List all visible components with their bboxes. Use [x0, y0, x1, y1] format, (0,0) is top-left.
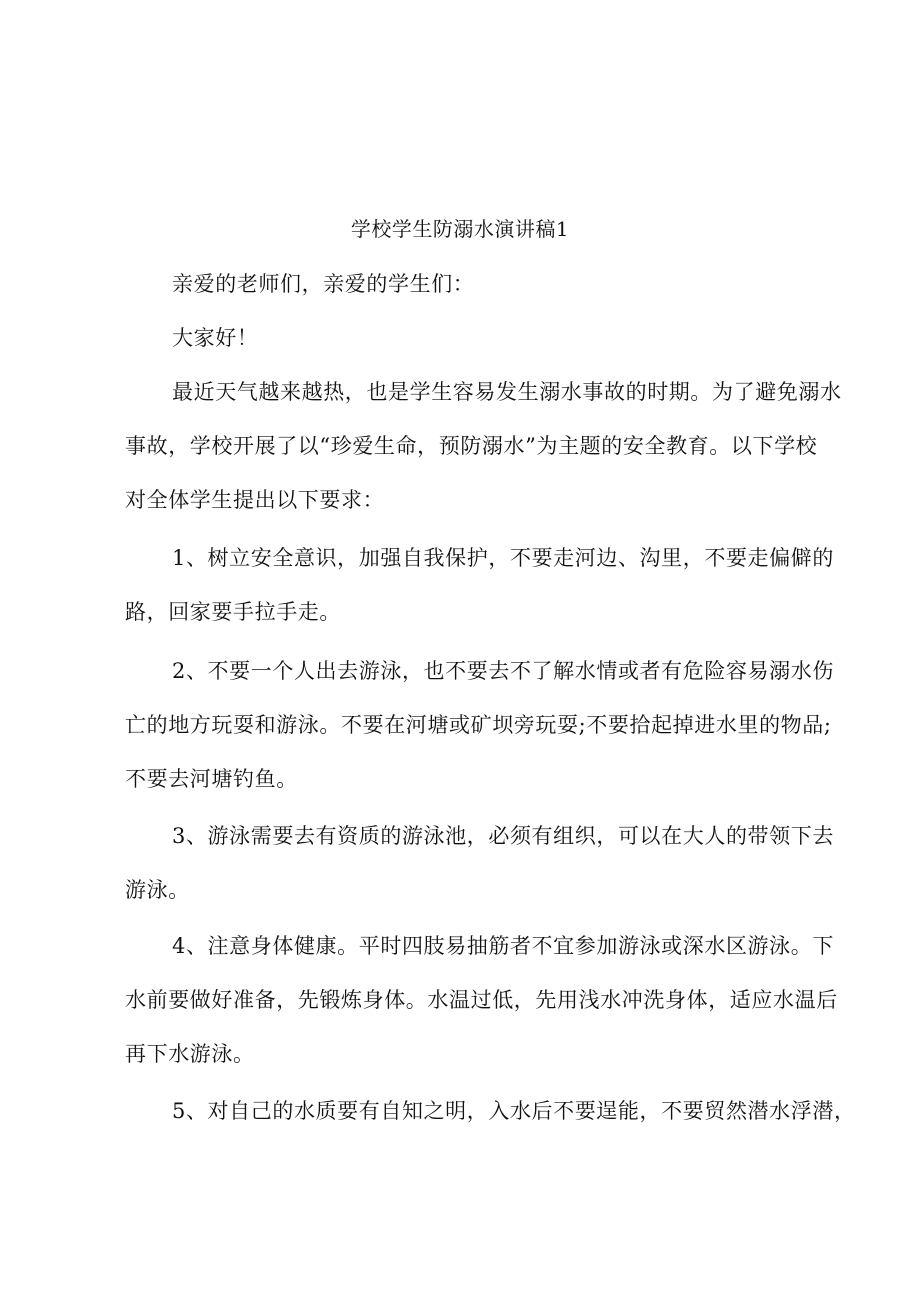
rule-4-paragraph [125, 919, 838, 1081]
document-title: 学校学生防溺水演讲稿1 [350, 217, 570, 241]
paragraph-line: 亲爱的老师们，亲爱的学生们： [172, 272, 475, 296]
paragraph-line: 3、游泳需要去有资质的游泳池，必须有组织，可以在大人的带领下去 [172, 824, 834, 848]
paragraph-line: 水前要做好准备，先锻炼身体。水温过低，先用浅水冲洗身体，适应水温后 [125, 988, 838, 1012]
paragraph-line: 再下水游泳。 [125, 1042, 255, 1066]
paragraph-line: 游泳。 [125, 878, 190, 902]
rule-2-paragraph [125, 644, 834, 806]
paragraph-line: 1、树立安全意识，加强自我保护，不要走河边、沟里，不要走偏僻的 [172, 546, 834, 570]
rule-5-paragraph [125, 1084, 856, 1138]
paragraph-line: 5、对自己的水质要有自知之明，入水后不要逞能，不要贸然潜水浮潜， [172, 1099, 856, 1123]
paragraph-line: 亡的地方玩耍和游泳。不要在河塘或矿坝旁玩耍;不要拾起掉进水里的物品; [125, 713, 832, 737]
salutation-paragraph [125, 257, 797, 311]
paragraph-line: 4、注意身体健康。平时四肢易抽筋者不宜参加游泳或深水区游泳。下 [172, 934, 834, 958]
paragraph-line: 最近天气越来越热，也是学生容易发生溺水事故的时期。为了避免溺水 [172, 380, 842, 404]
rule-1-paragraph [125, 531, 834, 639]
paragraph-line: 大家好！ [172, 326, 259, 350]
paragraph-line: 事故，学校开展了以“珍爱生命，预防溺水”为主题的安全教育。以下学校 [125, 434, 818, 458]
rule-3-paragraph [125, 809, 834, 917]
paragraph-line: 不要去河塘钓鱼。 [125, 767, 298, 791]
paragraph-line: 路，回家要手拉手走。 [125, 600, 341, 624]
paragraph-line: 对全体学生提出以下要求： [125, 488, 385, 512]
intro-paragraph [125, 365, 842, 527]
paragraph-line: 2、不要一个人出去游泳，也不要去不了解水情或者有危险容易溺水伤 [172, 659, 834, 683]
greeting-paragraph [125, 311, 797, 365]
